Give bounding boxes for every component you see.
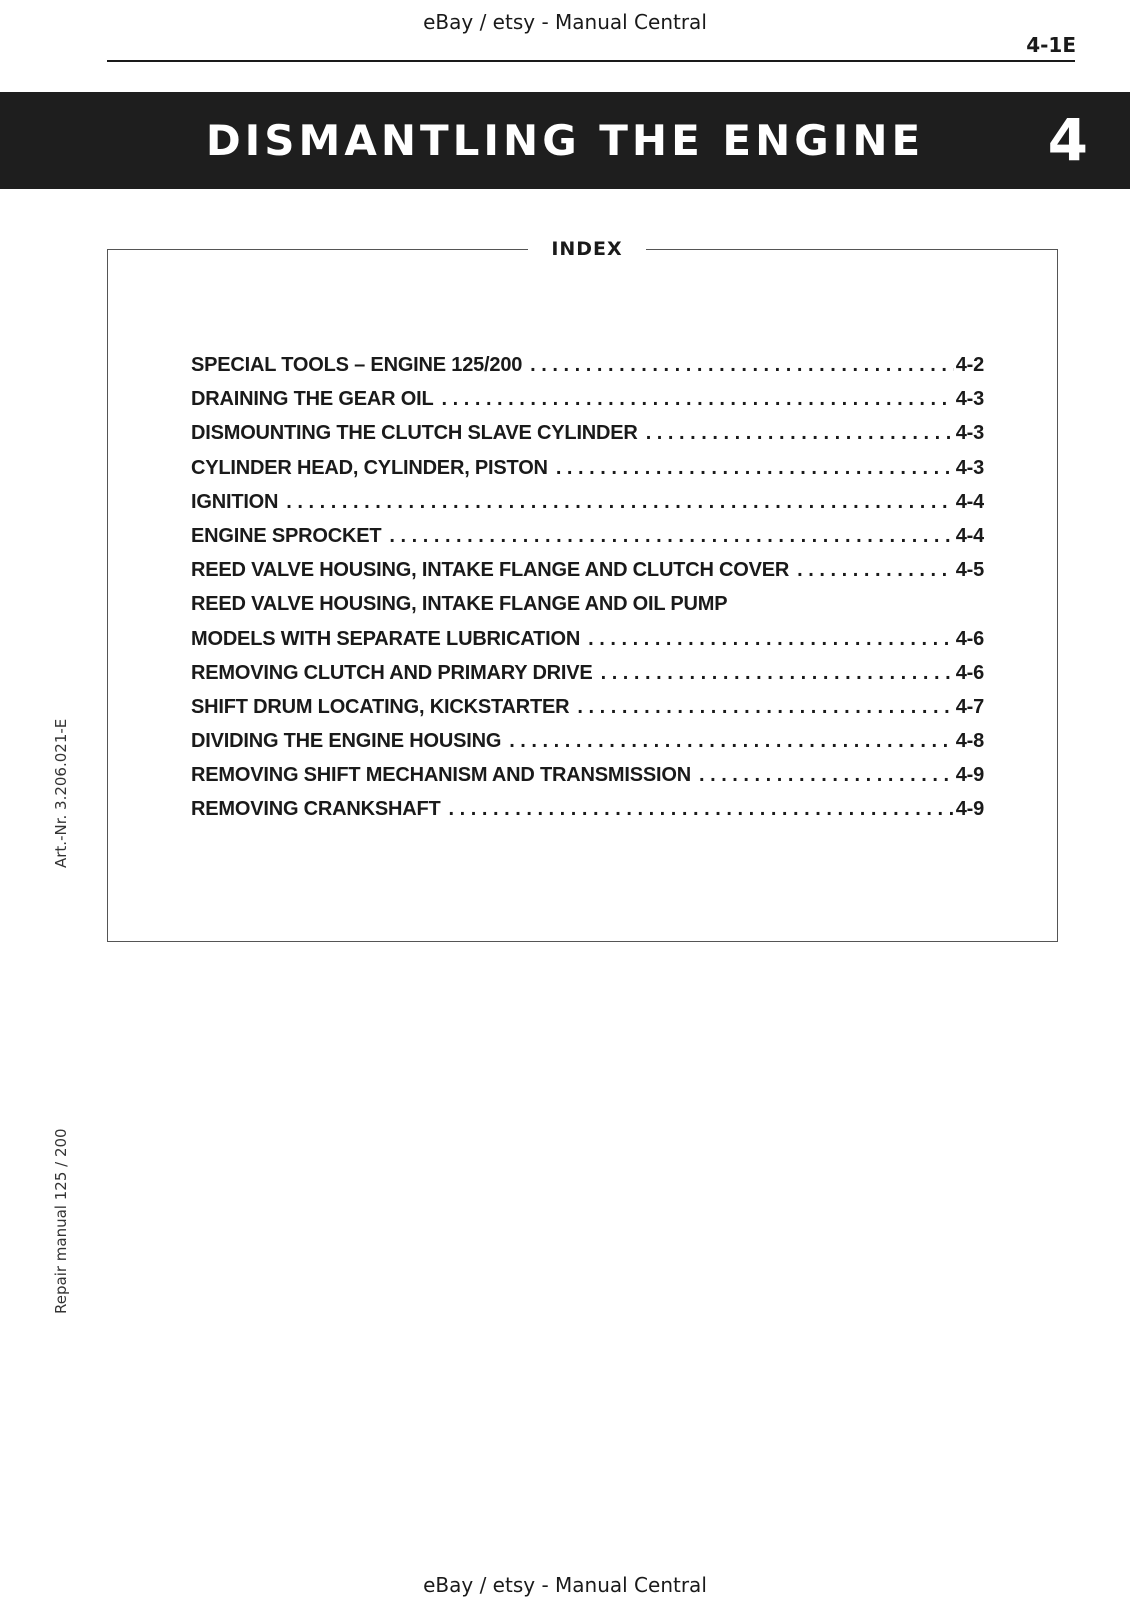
toc-entry-page: 4-8 — [955, 730, 984, 753]
toc-entry-label: REED VALVE HOUSING, INTAKE FLANGE AND OIL PUMP — [191, 593, 728, 616]
toc-entry[interactable] — [191, 354, 984, 388]
toc-dot-leader — [522, 354, 954, 377]
toc-entry-label: REMOVING SHIFT MECHANISM AND TRANSMISSION — [191, 764, 691, 787]
toc-entry[interactable] — [191, 457, 984, 491]
toc-entry-label: DIVIDING THE ENGINE HOUSING — [191, 730, 502, 753]
toc-entry[interactable] — [191, 388, 984, 422]
toc-entry-label: REED VALVE HOUSING, INTAKE FLANGE AND CLUTCH COVER — [191, 559, 790, 582]
toc-dot-leader — [381, 525, 953, 548]
toc-entry[interactable] — [191, 798, 984, 832]
toc-entry-label: ENGINE SPROCKET — [191, 524, 382, 547]
toc-entry-label: DRAINING THE GEAR OIL — [191, 388, 434, 411]
toc-dot-leader — [593, 662, 954, 685]
chapter-number: 4 — [1047, 106, 1088, 174]
table-of-contents — [191, 354, 984, 833]
manual-name: Repair manual 125 / 200 — [52, 1128, 70, 1314]
toc-entry-label: REMOVING CLUTCH AND PRIMARY DRIVE — [191, 661, 593, 684]
watermark-top: eBay / etsy - Manual Central — [423, 10, 707, 34]
toc-entry-page: 4-9 — [955, 798, 984, 821]
toc-entry[interactable] — [191, 525, 984, 559]
toc-entry-page: 4-3 — [955, 456, 984, 479]
toc-entry-page: 4-3 — [955, 388, 984, 411]
toc-dot-leader — [433, 388, 953, 411]
toc-entry-page: 4-2 — [955, 354, 984, 376]
toc-entry[interactable] — [191, 662, 984, 696]
watermark-bottom: eBay / etsy - Manual Central — [423, 1573, 707, 1597]
toc-entry[interactable] — [191, 628, 984, 662]
toc-entry-page: 4-6 — [955, 661, 984, 684]
toc-entry-label: IGNITION — [191, 490, 279, 513]
toc-dot-leader — [691, 764, 954, 787]
toc-entry[interactable] — [191, 491, 984, 525]
toc-entry-page: 4-6 — [955, 627, 984, 650]
toc-entry[interactable] — [191, 422, 984, 456]
chapter-title: DISMANTLING THE ENGINE — [205, 116, 925, 165]
toc-entry-label: MODELS WITH SEPARATE LUBRICATION — [191, 627, 581, 650]
toc-entry[interactable] — [191, 730, 984, 764]
toc-entry-page: 4-7 — [955, 695, 984, 718]
toc-entry-label: SHIFT DRUM LOCATING, KICKSTARTER — [191, 695, 570, 718]
index-title: INDEX — [528, 236, 646, 262]
toc-entry-heading-line[interactable] — [191, 593, 984, 627]
toc-entry-label: DISMOUNTING THE CLUTCH SLAVE CYLINDER — [191, 422, 638, 445]
toc-entry[interactable] — [191, 559, 984, 593]
toc-entry-page: 4-5 — [955, 559, 984, 582]
page-number: 4-1E — [1026, 33, 1076, 57]
toc-entry-page: 4-4 — [955, 490, 984, 513]
index-box — [107, 238, 1058, 942]
toc-entry-label: CYLINDER HEAD, CYLINDER, PISTON — [191, 456, 548, 479]
toc-dot-leader — [548, 457, 954, 480]
toc-entry-label: REMOVING CRANKSHAFT — [191, 798, 441, 821]
toc-entry-label: SPECIAL TOOLS – ENGINE 125/200 — [191, 354, 523, 376]
article-number: Art.-Nr. 3.206.021-E — [52, 718, 70, 868]
toc-entry-page: 4-4 — [955, 524, 984, 547]
toc-dot-leader — [580, 628, 954, 651]
toc-entry-page: 4-9 — [955, 764, 984, 787]
chapter-banner — [0, 92, 1130, 189]
toc-dot-leader — [441, 798, 954, 821]
toc-entry[interactable] — [191, 696, 984, 730]
toc-dot-leader — [638, 422, 954, 445]
toc-dot-leader — [278, 491, 953, 514]
toc-entry-page: 4-3 — [955, 422, 984, 445]
header-rule — [107, 60, 1075, 62]
toc-dot-leader — [569, 696, 953, 719]
toc-entry[interactable] — [191, 764, 984, 798]
toc-dot-leader — [789, 559, 954, 582]
toc-dot-leader — [501, 730, 954, 753]
